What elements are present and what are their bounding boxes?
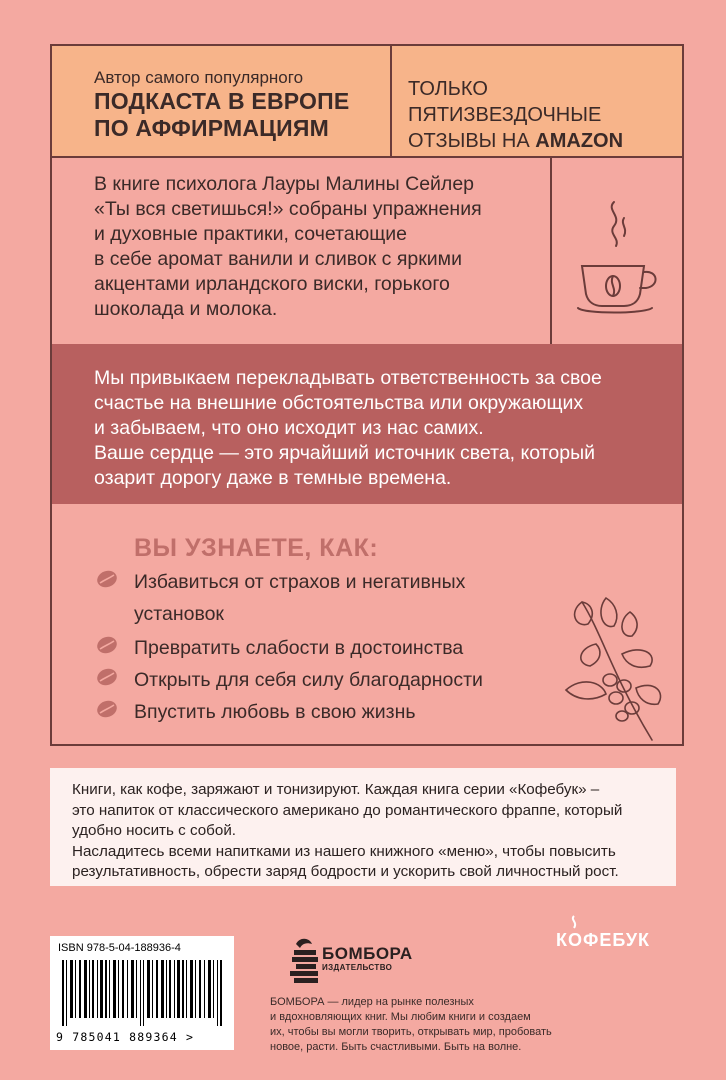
series-note-text — [72, 780, 662, 883]
learn-item — [96, 664, 534, 696]
reviews-line-1: ТОЛЬКО ПЯТИЗВЕЗДОЧНЫЕ — [408, 78, 602, 126]
cup-steam-icon — [566, 914, 586, 930]
quote-line: счастье на внешние обстоятельства или окружающих — [94, 392, 584, 414]
quote-line: Мы привыкаем перекладывать ответственность за свое — [94, 367, 602, 389]
publisher-line: БОМБОРА — лидер на рынке полезных — [270, 996, 474, 1008]
podcast-bold-line-2: ПО АФФИРМАЦИЯМ — [94, 115, 329, 141]
publisher-line: и вдохновляющих книг. Мы любим книги и создаем — [270, 1011, 531, 1023]
description-line: в себе аромат ванили и сливок с яркими — [94, 248, 462, 270]
series-logo — [556, 930, 650, 951]
description-line: В книге психолога Лауры Малины Сейлер — [94, 173, 475, 195]
series-name: КОФЕБУК — [556, 930, 651, 950]
publisher-line: новое, расти. Быть счастливыми. Быть на волне. — [270, 1041, 522, 1053]
learn-item — [96, 566, 534, 630]
podcast-badge — [52, 46, 392, 156]
barcode-icon — [58, 960, 226, 1026]
podcast-bold-line-1: ПОДКАСТА В ЕВРОПЕ — [94, 88, 350, 114]
coffee-bean-icon — [96, 668, 118, 686]
series-note — [50, 768, 676, 886]
publisher-description — [270, 995, 590, 1055]
coffee-bean-icon — [96, 700, 118, 718]
isbn-label: ISBN 978-5-04-188936-4 — [58, 942, 181, 954]
note-line: Насладитесь всеми напитками из нашего книжного «меню», чтобы повысить — [72, 842, 616, 860]
learn-item-text: Превратить слабости в достоинства — [134, 637, 464, 659]
quote-line: озарит дорогу даже в темные времена. — [94, 467, 452, 489]
learn-item — [96, 632, 534, 664]
note-line: результативность, обрести заряд бодрости и ускорить свой личностный рост. — [72, 863, 619, 880]
learn-title: ВЫ УЗНАЕТЕ, КАК: — [134, 534, 379, 562]
quote-line: Ваше сердце — это ярчайший источник света, который — [94, 442, 595, 464]
reviews-badge — [392, 46, 682, 156]
coffee-bean-icon — [96, 570, 118, 588]
vertical-divider — [550, 158, 552, 344]
description-section — [52, 158, 682, 344]
amazon-label: AMAZON — [535, 130, 624, 152]
description-line: «Ты вся светишься!» собраны упражнения — [94, 198, 482, 220]
publisher-subtitle: ИЗДАТЕЛЬСТВО — [322, 963, 393, 972]
learn-section — [52, 504, 682, 744]
learn-item — [96, 696, 534, 728]
main-frame — [50, 44, 684, 746]
reviews-prefix: ОТЗЫВЫ НА — [408, 130, 536, 152]
note-line: удобно носить с собой. — [72, 822, 237, 839]
publisher-line: их, чтобы вы могли творить, открывать мир, пробовать — [270, 1026, 552, 1038]
learn-item-text: Избавиться от страхов и негативных установок — [134, 571, 466, 625]
coffee-cup-icon — [574, 198, 666, 318]
learn-item-text: Впустить любовь в свою жизнь — [134, 701, 416, 723]
bombora-logo-icon — [290, 936, 320, 986]
description-line: акцентами ирландского виски, горького — [94, 273, 450, 295]
isbn-digits: 9 785041 889364 > — [56, 1030, 195, 1044]
quote-text — [94, 366, 674, 491]
learn-item-text: Открыть для себя силу благодарности — [134, 669, 483, 691]
description-line: шоколада и молока. — [94, 298, 278, 320]
description-text — [94, 172, 534, 322]
podcast-small-text: Автор самого популярного — [94, 68, 304, 87]
coffee-branch-icon — [562, 594, 682, 744]
isbn-barcode-box — [50, 936, 234, 1050]
quote-line: и забываем, что оно исходит из нас самих. — [94, 417, 484, 439]
publisher-name: БОМБОРА — [322, 944, 413, 963]
description-line: и духовные практики, сочетающие — [94, 223, 408, 245]
quote-band — [52, 344, 682, 504]
coffee-bean-icon — [96, 636, 118, 654]
reviews-line-2 — [408, 128, 682, 154]
top-badges — [52, 46, 682, 158]
note-line: Книги, как кофе, заряжают и тонизируют. Каждая книга серии «Кофебук» – — [72, 781, 600, 798]
note-line: это напиток от классического американо до романтического фраппе, который — [72, 801, 623, 819]
